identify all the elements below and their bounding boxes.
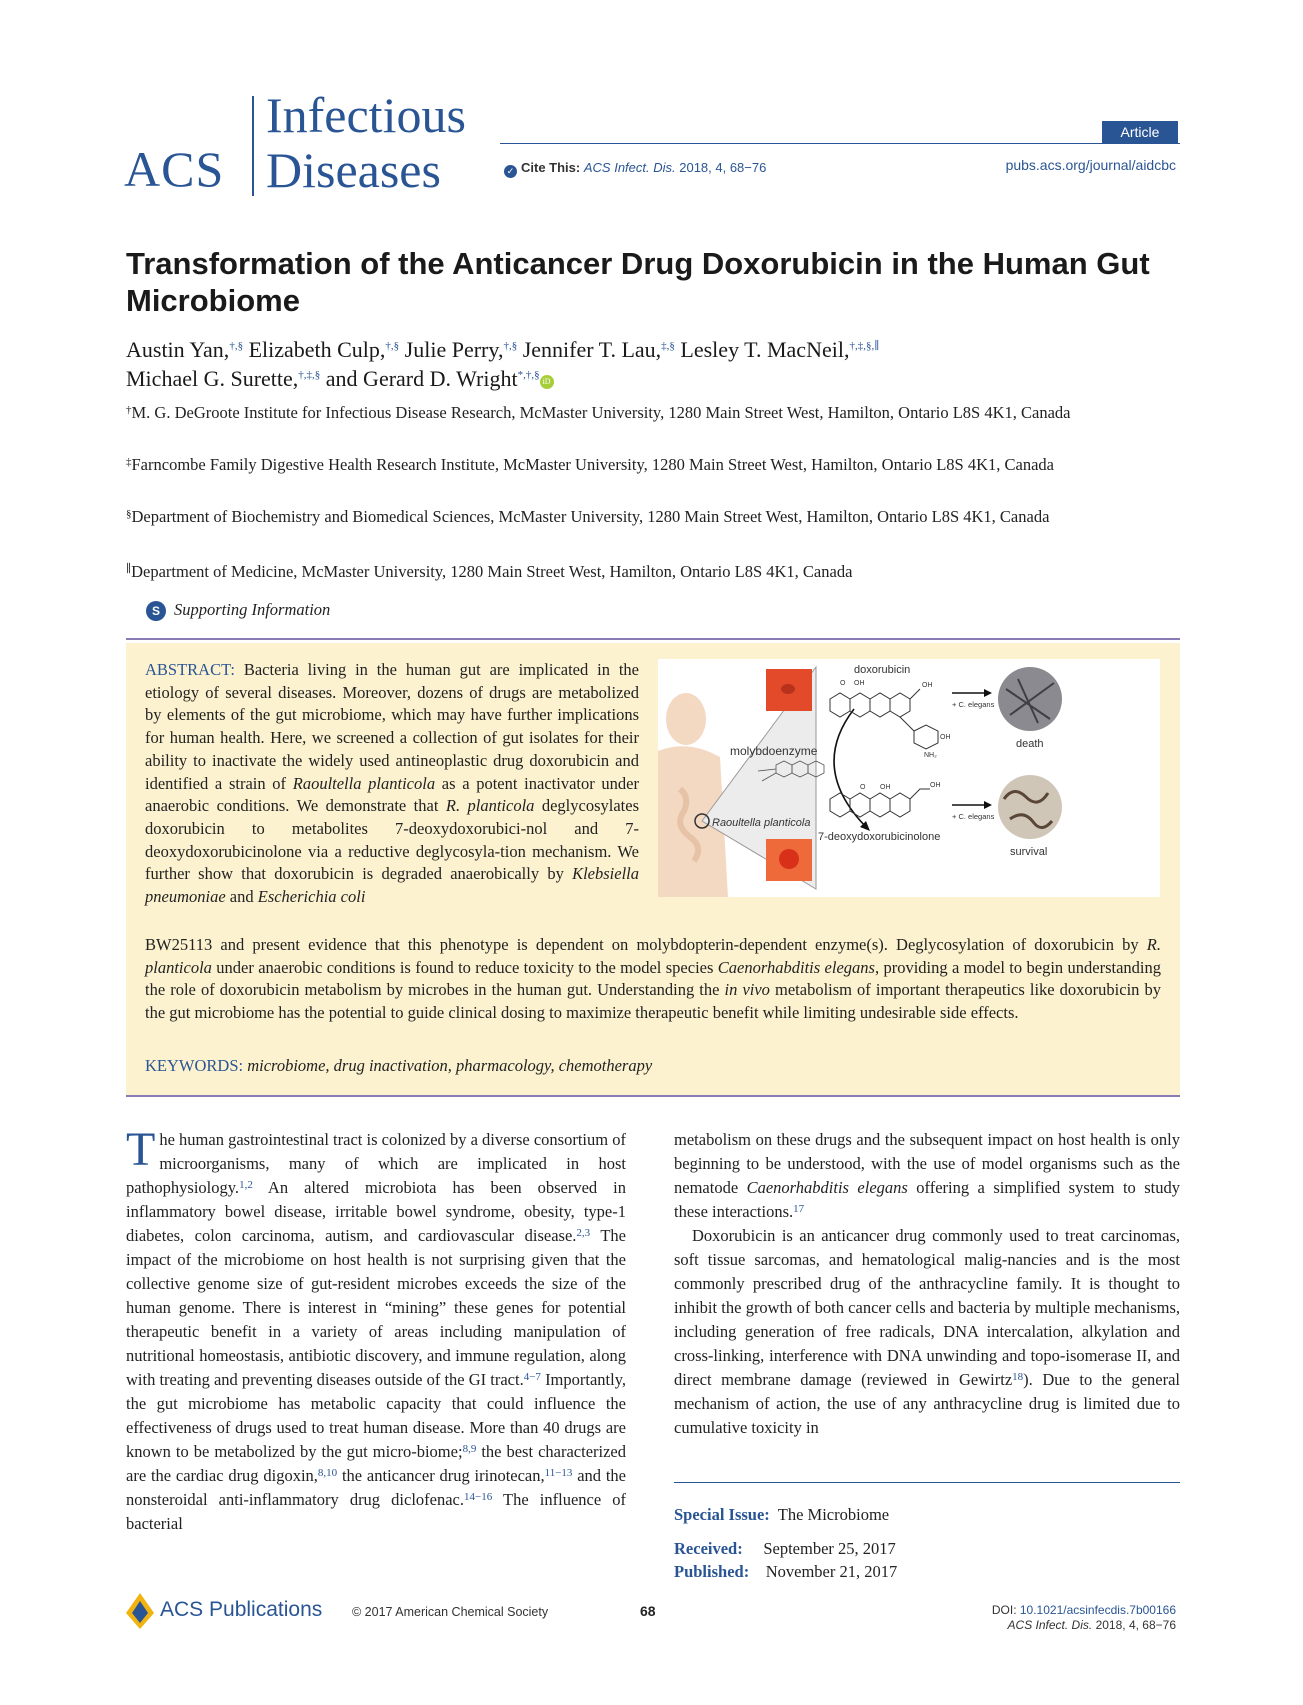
body-text: An altered microbiota has been observed in inflammatory bowel disease, irritable bowel syndrome, obesity, type-1 diabetes, colon carcinoma, autism, and cardiovascular disease. [126, 1178, 626, 1245]
acs-publications-logo-icon [126, 1593, 154, 1629]
doi-link[interactable]: 10.1021/acsinfecdis.7b00166 [1019, 1603, 1176, 1617]
abstract-italic: Klebsiella pneumoniae [145, 864, 639, 907]
abstract-text-lower [145, 934, 1161, 1025]
affiliation [126, 561, 1186, 583]
affiliation [126, 402, 1186, 424]
worm-survival-image [998, 775, 1062, 839]
citation-ref[interactable]: 8,9 [462, 1443, 477, 1455]
cite-this[interactable] [504, 160, 766, 178]
abstract-italic: Caenorhabditis elegans [717, 957, 875, 977]
copyright: © 2017 American Chemical Society [352, 1605, 549, 1619]
body-text: The influence of bacterial [126, 1490, 627, 1533]
graphic-svg [658, 659, 1160, 897]
affiliation-mark: § [126, 508, 132, 520]
abstract-graphic [658, 659, 1160, 897]
product-label: 7-deoxydoxorubicinolone [818, 831, 941, 843]
abstract-segment: BW25113 and present evidence that this phenotype is dependent on molybdopterin-dependent enzyme(s). Deglycosylation of doxorubicin by [145, 935, 1147, 954]
body-text: Importantly, the gut microbiome has metabolic capacity that could influence the effectiveness of drugs used to treat human disease. More than 40 drugs are known to be metabolized by the gut micro-biome; [126, 1370, 627, 1461]
abstract-top-rule [126, 638, 1180, 640]
keywords [145, 1056, 652, 1076]
cite-volume: 2018, 4, 68−76 [679, 160, 767, 175]
citation-ref[interactable]: 14−16 [464, 1491, 493, 1503]
received-date [674, 1539, 896, 1559]
special-issue-value: The Microbiome [777, 1505, 890, 1524]
nh2-label: NH₂ [924, 752, 937, 759]
body-paragraph [674, 1224, 1180, 1440]
citation-ref[interactable]: 1,2 [239, 1179, 253, 1191]
oh-label: OH [880, 784, 891, 791]
citation-ref[interactable]: 4−7 [523, 1371, 541, 1383]
affiliation-text: Department of Medicine, McMaster University, 1280 Main Street West, Hamilton, Ontario L8S 4K1, Canada [131, 562, 853, 581]
abstract-italic: in vivo [724, 980, 770, 1000]
abstract-italic: R. planticola [445, 796, 535, 816]
received-value: September 25, 2017 [763, 1539, 896, 1558]
cite-journal: ACS Infect. Dis. [583, 160, 676, 175]
affiliation-text: Farncombe Family Digestive Health Research Institute, McMaster University, 1280 Main Street West, Hamilton, Ontario L8S 4K1, Canada [131, 455, 1054, 474]
affiliation-mark: ∥ [126, 563, 132, 575]
abstract-italic: R. planticola [145, 935, 1161, 977]
author-list [126, 335, 1186, 393]
doi-label: DOI: [991, 1603, 1017, 1617]
abstract-segment: under anaerobic conditions is found to reduce toxicity to the model species [211, 957, 718, 977]
published-date [674, 1562, 897, 1582]
supporting-info-icon: S [146, 601, 166, 621]
citation-ref[interactable]: 11−13 [544, 1467, 573, 1479]
supporting-info-label: Supporting Information [174, 600, 331, 619]
affiliation [126, 454, 1186, 476]
supporting-information-link[interactable] [146, 600, 330, 621]
human-silhouette [658, 693, 728, 897]
molybdoenzyme-label: molybdoenzyme [730, 744, 818, 758]
received-label: Received: [674, 1539, 743, 1558]
body-text: The impact of the microbiome on host health is not surprising given that the collective genome size of gut-resident microbes exceeds the size of the human genome. There is interest in “mining” these genes for potential therapeutic benefit in a variety of areas including manipulation of nutritional homeostasis, antibiotic discovery, and immune regulation, along with treating and preventing diseases outside of the GI tract. [126, 1226, 626, 1389]
o-label: O [840, 680, 846, 687]
author-affil-sup: †,§ [503, 340, 518, 352]
oh-label: OH [930, 782, 941, 789]
author-affil-sup: ‡,§ [661, 340, 675, 352]
author-name[interactable]: and Gerard D. Wright [325, 366, 518, 391]
abstract-segment: Bacteria living in the human gut are implicated in the etiology of several diseases. Moreover, dozens of drugs are metabolized by elements of the gut microbiome, which may have further implications for human health. Here, we screened a collection of gut isolates for their ability to inactivate the widely used antineoplastic drug doxorubicin and identified a strain of [145, 660, 639, 793]
journal-ref-italic: ACS Infect. Dis. [1007, 1618, 1093, 1632]
author-name[interactable]: Jennifer T. Lau, [522, 337, 662, 362]
page-number: 68 [640, 1603, 656, 1619]
author-name[interactable]: Michael G. Surette, [126, 366, 299, 391]
product-structure [830, 789, 930, 817]
keywords-label: KEYWORDS: [145, 1056, 244, 1075]
published-label: Published: [674, 1562, 750, 1581]
body-paragraph [126, 1123, 627, 1536]
cite-label: Cite This: [521, 160, 581, 175]
author-name[interactable]: Julie Perry, [404, 337, 504, 362]
affiliation-mark: ‡ [126, 456, 132, 468]
worm-death-image [998, 667, 1062, 731]
article-type-badge: Article [1102, 121, 1178, 143]
special-issue-label: Special Issue: [674, 1505, 770, 1524]
abstract-segment: and [225, 887, 258, 907]
body-text: he human gastrointestinal tract is colonized by a diverse consortium of microorganisms, many of which are implicated in host pathophysiology. [126, 1130, 626, 1197]
reaction-arrow [834, 709, 868, 829]
journal-ref: 2018, 4, 68−76 [1095, 1618, 1176, 1632]
check-circle-icon: ✓ [504, 165, 517, 178]
abstract-bottom-rule [126, 1095, 1180, 1097]
body-text: offering a simplified system to study these interactions. [674, 1178, 1181, 1221]
author-affil-sup: *,†,§ [517, 369, 540, 381]
oh-label: OH [922, 682, 933, 689]
abstract-italic: Raoultella planticola [292, 773, 436, 793]
citation-ref[interactable]: 2,3 [576, 1227, 591, 1239]
author-name[interactable]: Elizabeth Culp, [248, 337, 386, 362]
abstract-segment: metabolism of important therapeutics like doxorubicin by the gut microbiome has the potential to guide clinical dosing to maximize therapeutic benefit while limiting undesirable side effects. [145, 980, 1161, 1023]
citation-ref[interactable]: 8,10 [317, 1467, 338, 1479]
logo-divider [252, 96, 254, 196]
journal-name-line2: Diseases [266, 142, 441, 198]
abstract-segment: , providing a model to begin understanding the role of doxorubicin metabolism by microbes in the human gut. Understanding the [145, 957, 1162, 1000]
body-column-left [126, 1123, 627, 1536]
publisher-name[interactable]: ACS Publications [160, 1598, 323, 1621]
o-label: O [860, 784, 866, 791]
special-issue [674, 1505, 889, 1525]
body-column-right [674, 1128, 1180, 1440]
keywords-text: microbiome, drug inactivation, pharmacology, chemotherapy [247, 1056, 653, 1075]
abstract-italic: Escherichia coli [257, 887, 366, 907]
article-title: Transformation of the Anticancer Drug Doxorubicin in the Human Gut Microbiome [126, 246, 1150, 318]
body-text: ). Due to the general mechanism of action, the use of any anthracycline drug is limited due to cumulative toxicity in [674, 1370, 1181, 1437]
journal-name-line1: Infectious [266, 87, 466, 143]
body-text: metabolism on these drugs and the subsequent impact on host health is only beginning to be understood, with the use of model organisms such as the nematode [674, 1130, 1180, 1197]
drop-cap: T [126, 1123, 156, 1176]
body-text: and the nonsteroidal anti-inflammatory drug diclofenac. [126, 1466, 626, 1509]
header-rule [500, 143, 1180, 144]
orcid-icon[interactable]: iD [540, 375, 554, 389]
abstract-text-upper [145, 659, 639, 909]
affiliation-mark: † [126, 404, 132, 416]
affiliation-text: Department of Biochemistry and Biomedical Sciences, McMaster University, 1280 Main Street West, Hamilton, Ontario L8S 4K1, Canada [131, 507, 1050, 526]
affiliation [126, 506, 1186, 528]
author-affil-sup: †,‡,§,∥ [849, 340, 880, 352]
abstract-segment: as a potent inactivator under anaerobic conditions. We demonstrate that [145, 773, 639, 816]
doi-block [992, 1603, 1176, 1633]
celegans-label: + C. elegans [952, 812, 995, 821]
body-text: Doxorubicin is an anticancer drug commonly used to treat carcinomas, soft tissue sarcomas, and hematological malig-nancies and is the most commonly prescribed drug of the anthracycline family. It is thought to inhibit the growth of both cancer cells and bacteria by multiple mechanisms, including generation of free radicals, DNA intercalation, alkylation and cross-linking, interference with DNA unwinding and topo-isomerase II, and direct membrane damage (reviewed in Gewirtz [674, 1226, 1180, 1389]
oh-label: OH [854, 680, 865, 687]
published-value: November 21, 2017 [765, 1562, 898, 1581]
doxorubicin-label: doxorubicin [854, 664, 911, 676]
bacterium-label: Raoultella planticola [712, 817, 811, 829]
acs-logo-text: ACS [124, 141, 225, 197]
oh-label: OH [940, 734, 951, 741]
death-label: death [1016, 738, 1044, 750]
body-text: the anticancer drug irinotecan, [337, 1466, 545, 1485]
author-affil-sup: †,§ [229, 340, 244, 352]
survival-label: survival [1010, 846, 1048, 858]
citation-ref[interactable]: 17 [793, 1203, 805, 1215]
author-affil-sup: †,§ [385, 340, 400, 352]
body-paragraph [674, 1128, 1180, 1224]
body-italic: Caenorhabditis elegans [746, 1178, 908, 1197]
author-affil-sup: †,‡,§ [298, 369, 321, 381]
affiliation-text: M. G. DeGroote Institute for Infectious Disease Research, McMaster University, 1280 Main Street West, Hamilton, Ontario L8S 4K1, Canada [131, 403, 1071, 422]
article-info-rule [674, 1482, 1180, 1483]
abstract-label: ABSTRACT: [145, 660, 235, 679]
author-name[interactable]: Austin Yan, [126, 337, 230, 362]
celegans-label: + C. elegans [952, 700, 995, 709]
journal-url-link[interactable]: pubs.acs.org/journal/aidcbc [1005, 157, 1176, 173]
citation-ref[interactable]: 18 [1012, 1371, 1024, 1383]
abstract-segment: deglycosylates doxorubicin to metabolites 7-deoxydoxorubici-nol and 7-deoxydoxorubicinolone via a reductive deglycosyla-tion mechanism. We further show that doxorubicin is degraded anaerobically by [145, 796, 640, 884]
author-name[interactable]: Lesley T. MacNeil, [680, 337, 850, 362]
body-text: the best characterized are the cardiac drug digoxin, [126, 1442, 626, 1485]
